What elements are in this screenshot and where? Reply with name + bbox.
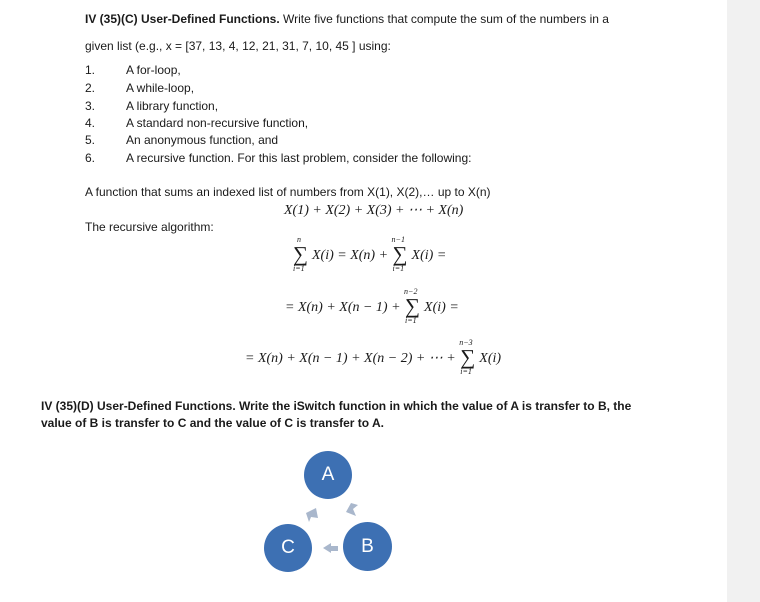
equation-term: = X(n) + X(n − 1) + — [285, 300, 405, 315]
node-a-circle — [304, 451, 352, 499]
node-c-label: C — [281, 537, 295, 558]
sum-formula: X(1) + X(2) + X(3) + ⋯ + X(n) — [284, 203, 464, 218]
part-c-intro-text: Write five functions that compute the sum of the numbers in a — [279, 12, 609, 26]
equation-term: X(i) = — [411, 248, 447, 263]
sum-description: A function that sums an indexed list of numbers from X(1), X(2),… up to X(n) — [85, 185, 491, 199]
list-item: A standard non-recursive function, — [126, 116, 309, 130]
equation-term: X(i) — [479, 351, 502, 366]
sigma-glyph: ∑ — [405, 294, 421, 318]
part-c-intro-line2: given list (e.g., x = [37, 13, 4, 12, 21, 31, 7, 10, 45 ] using: — [85, 39, 391, 53]
list-item: A library function, — [126, 99, 219, 113]
list-item-number: 6. — [85, 151, 96, 165]
list-item-number: 4. — [85, 116, 96, 130]
equation-term: = X(n) + X(n − 1) + X(n − 2) + ⋯ + — [245, 351, 460, 366]
list-item: A for-loop, — [126, 63, 181, 77]
sigma-glyph: ∑ — [460, 345, 476, 369]
equation-term: X(i) = X(n) + — [312, 248, 392, 263]
list-item-number: 2. — [85, 81, 96, 95]
part-d-line-2: value of B is transfer to C and the value of C is transfer to A. — [41, 416, 384, 430]
sum-upper-limit: n−3 — [459, 338, 473, 347]
list-item: An anonymous function, and — [126, 133, 279, 147]
part-c-heading: IV (35)(C) User-Defined Functions. — [85, 12, 280, 26]
sum-lower-limit: i=1 — [460, 367, 472, 376]
sum-upper-limit: n−2 — [404, 287, 418, 296]
arrow-c-to-b-shaft — [331, 546, 338, 551]
recursive-label: The recursive algorithm: — [85, 220, 214, 234]
arrow-c-to-b-icon — [323, 543, 331, 553]
sum-lower-limit: i=1 — [405, 316, 417, 325]
arrow-b-to-a-icon — [346, 503, 358, 516]
node-b-label: B — [361, 535, 374, 557]
sum-upper-limit: n−1 — [391, 235, 405, 244]
sum-lower-limit: i=1 — [392, 264, 405, 273]
sigma-glyph: ∑ — [293, 242, 308, 266]
list-item-number: 1. — [85, 63, 96, 77]
sigma-glyph: ∑ — [392, 242, 408, 266]
part-d-line-1: IV (35)(D) User-Defined Functions. Write the iSwitch function in which the value of A is transfer to B, the — [41, 399, 632, 413]
sum-lower-limit: i=1 — [293, 264, 305, 273]
list-item-number: 5. — [85, 133, 96, 147]
equation-term: X(i) = — [424, 300, 459, 315]
node-a-label: A — [321, 464, 335, 485]
list-item-number: 3. — [85, 99, 96, 113]
list-item: A recursive function. For this last problem, consider the following: — [126, 151, 472, 165]
list-item: A while-loop, — [126, 81, 195, 95]
side-panel — [727, 0, 760, 602]
node-b-circle — [343, 522, 392, 571]
sum-upper-limit: n — [297, 235, 301, 244]
node-c-circle — [264, 524, 312, 572]
arrow-a-to-c-icon — [306, 508, 318, 522]
